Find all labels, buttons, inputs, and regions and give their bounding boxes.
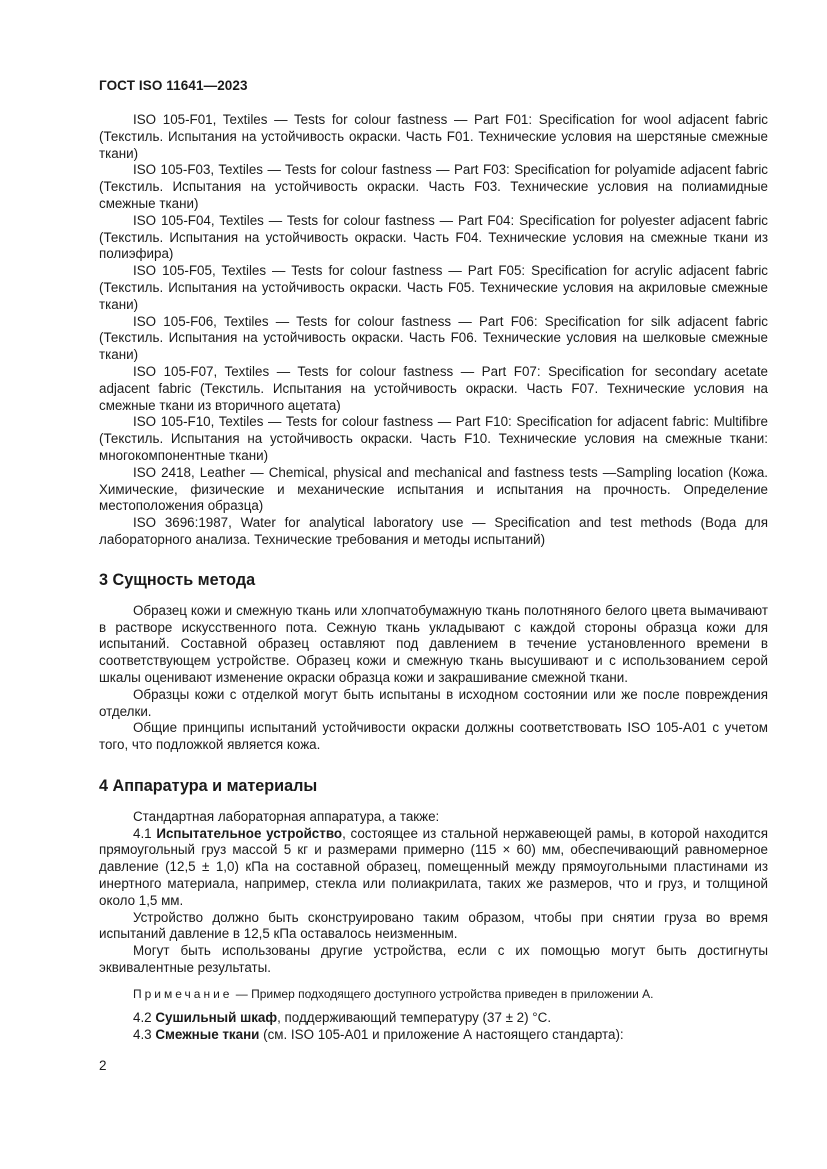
ref-iso-105-f10: ISO 105-F10, Textiles — Tests for colour fastness — Part F10: Specification for adjacent fabric: Multifibre (Текстиль. Испытания на устойчивость окраски. Часть F10. Технические условия на смежные ткани: многокомпонентные ткани) [99,414,768,463]
ref-iso-105-f05: ISO 105-F05, Textiles — Tests for colour fastness — Part F05: Specification for acrylic adjacent fabric (Текстиль. Испытания на устойчивость окраски. Часть F05. Технические условия на акриловые смежные ткани) [99,263,768,312]
item-number: 4.3 [133,1026,156,1042]
item-4-3 [99,1027,768,1044]
other-devices-paragraph: Могут быть использованы другие устройства, если с их помощью могут быть достигнуты эквивалентные результаты. [99,943,768,976]
page-content [99,112,768,1043]
section-3-heading: 3 Сущность метода [99,570,256,589]
item-text: , поддерживающий температуру (37 ± 2) °С. [277,1009,552,1025]
item-4-2 [99,1010,768,1027]
section-3-paragraph: Образец кожи и смежную ткань или хлопчатобумажную ткань полотняного белого цвета вымачивают в растворе искусственного пота. Сежную ткань укладывают с каждой стороны образца кожи для испытаний. Составной образец оставляют под давлением в течение установленного времени в соответствующем устройстве. Образец кожи и смежную ткань высушивают и с использованием серой шкалы оценивают изменение окраски образца кожи и закрашивание смежной ткани. [99,602,768,685]
item-term: Испытательное устройство [156,825,343,841]
device-design-paragraph: Устройство должно быть сконструировано таким образом, чтобы при снятии груза во время испытаний давление в 12,5 кПа оставалось неизменным. [99,909,768,942]
ref-iso-2418: ISO 2418, Leather — Chemical, physical and mechanical and fastness tests —Sampling location (Кожа. Химические, физические и механические испытания и испытания на прочность. Определение местоположения образца) [99,464,768,514]
ref-iso-105-f04: ISO 105-F04, Textiles — Tests for colour fastness — Part F04: Specification for polyester adjacent fabric (Текстиль. Испытания на устойчивость окраски. Часть F04. Технические условия на смежные ткани из полиэфира) [99,212,768,262]
item-4-1 [99,826,768,910]
ref-iso-105-f03: ISO 105-F03, Textiles — Tests for colour fastness — Part F03: Specification for polyamide adjacent fabric (Текстиль. Испытания на устойчивость окраски. Часть F03. Технические условия на полиамидные смежные ткани) [99,162,768,211]
ref-iso-105-f07: ISO 105-F07, Textiles — Tests for colour fastness — Part F07: Specification for secondary acetate adjacent fabric (Текстиль. Испытания на устойчивость окраски. Часть F07. Технические условия на смежные ткани из вторичного ацетата) [99,363,768,413]
section-3-paragraph: Общие принципы испытаний устойчивости окраски должны соответствовать ISO 105-A01 с учетом того, что подложкой является кожа. [99,720,768,753]
section-4-intro: Стандартная лабораторная аппаратура, а также: [133,808,440,824]
item-number: 4.1 [133,825,157,841]
ref-iso-105-f06: ISO 105-F06, Textiles — Tests for colour fastness — Part F06: Specification for silk adjacent fabric (Текстиль. Испытания на устойчивость окраски. Часть F06. Технические условия на шелковые смежные ткани) [99,313,768,363]
ref-iso-105-f01: ISO 105-F01, Textiles — Tests for colour fastness — Part F01: Specification for wool adjacent fabric (Текстиль. Испытания на устойчивость окраски. Часть F01. Технические условия на шерстяные смежные ткани) [99,112,768,161]
section-4-heading: 4 Аппаратура и материалы [99,776,318,795]
section-3-paragraph: Образцы кожи с отделкой могут быть испытаны в исходном состоянии или же после повреждения отделки. [99,686,768,719]
page-number: 2 [99,1058,107,1073]
note [99,987,768,1002]
item-term: Сушильный шкаф [155,1009,278,1025]
item-term: Смежные ткани [155,1026,260,1042]
item-text: (см. ISO 105-A01 и приложение А настоящего стандарта): [259,1026,624,1042]
note-label: Примечание [133,986,233,1001]
item-text: , состоящее из стальной нержавеющей рамы, в которой находится прямоугольный груз массой 5 кг и размерами примерно (115 × 60) мм, обеспечивающий равномерное давление (12,5 ± 1,0) кПа на составной образец, помещенный между прямоугольными пластинами из инертного материала, например, стекла или полиакрилата, таких же размеров, что и груз, и толщиной около 1,5 мм. [99,825,768,908]
ref-iso-3696: ISO 3696:1987, Water for analytical laboratory use — Specification and test methods (Вода для лабораторного анализа. Технические требования и методы испытаний) [99,515,768,547]
document-header: ГОСТ ISO 11641—2023 [99,78,248,93]
note-text: — Пример подходящего доступного устройства приведен в приложении А. [232,986,654,1001]
item-number: 4.2 [133,1009,156,1025]
